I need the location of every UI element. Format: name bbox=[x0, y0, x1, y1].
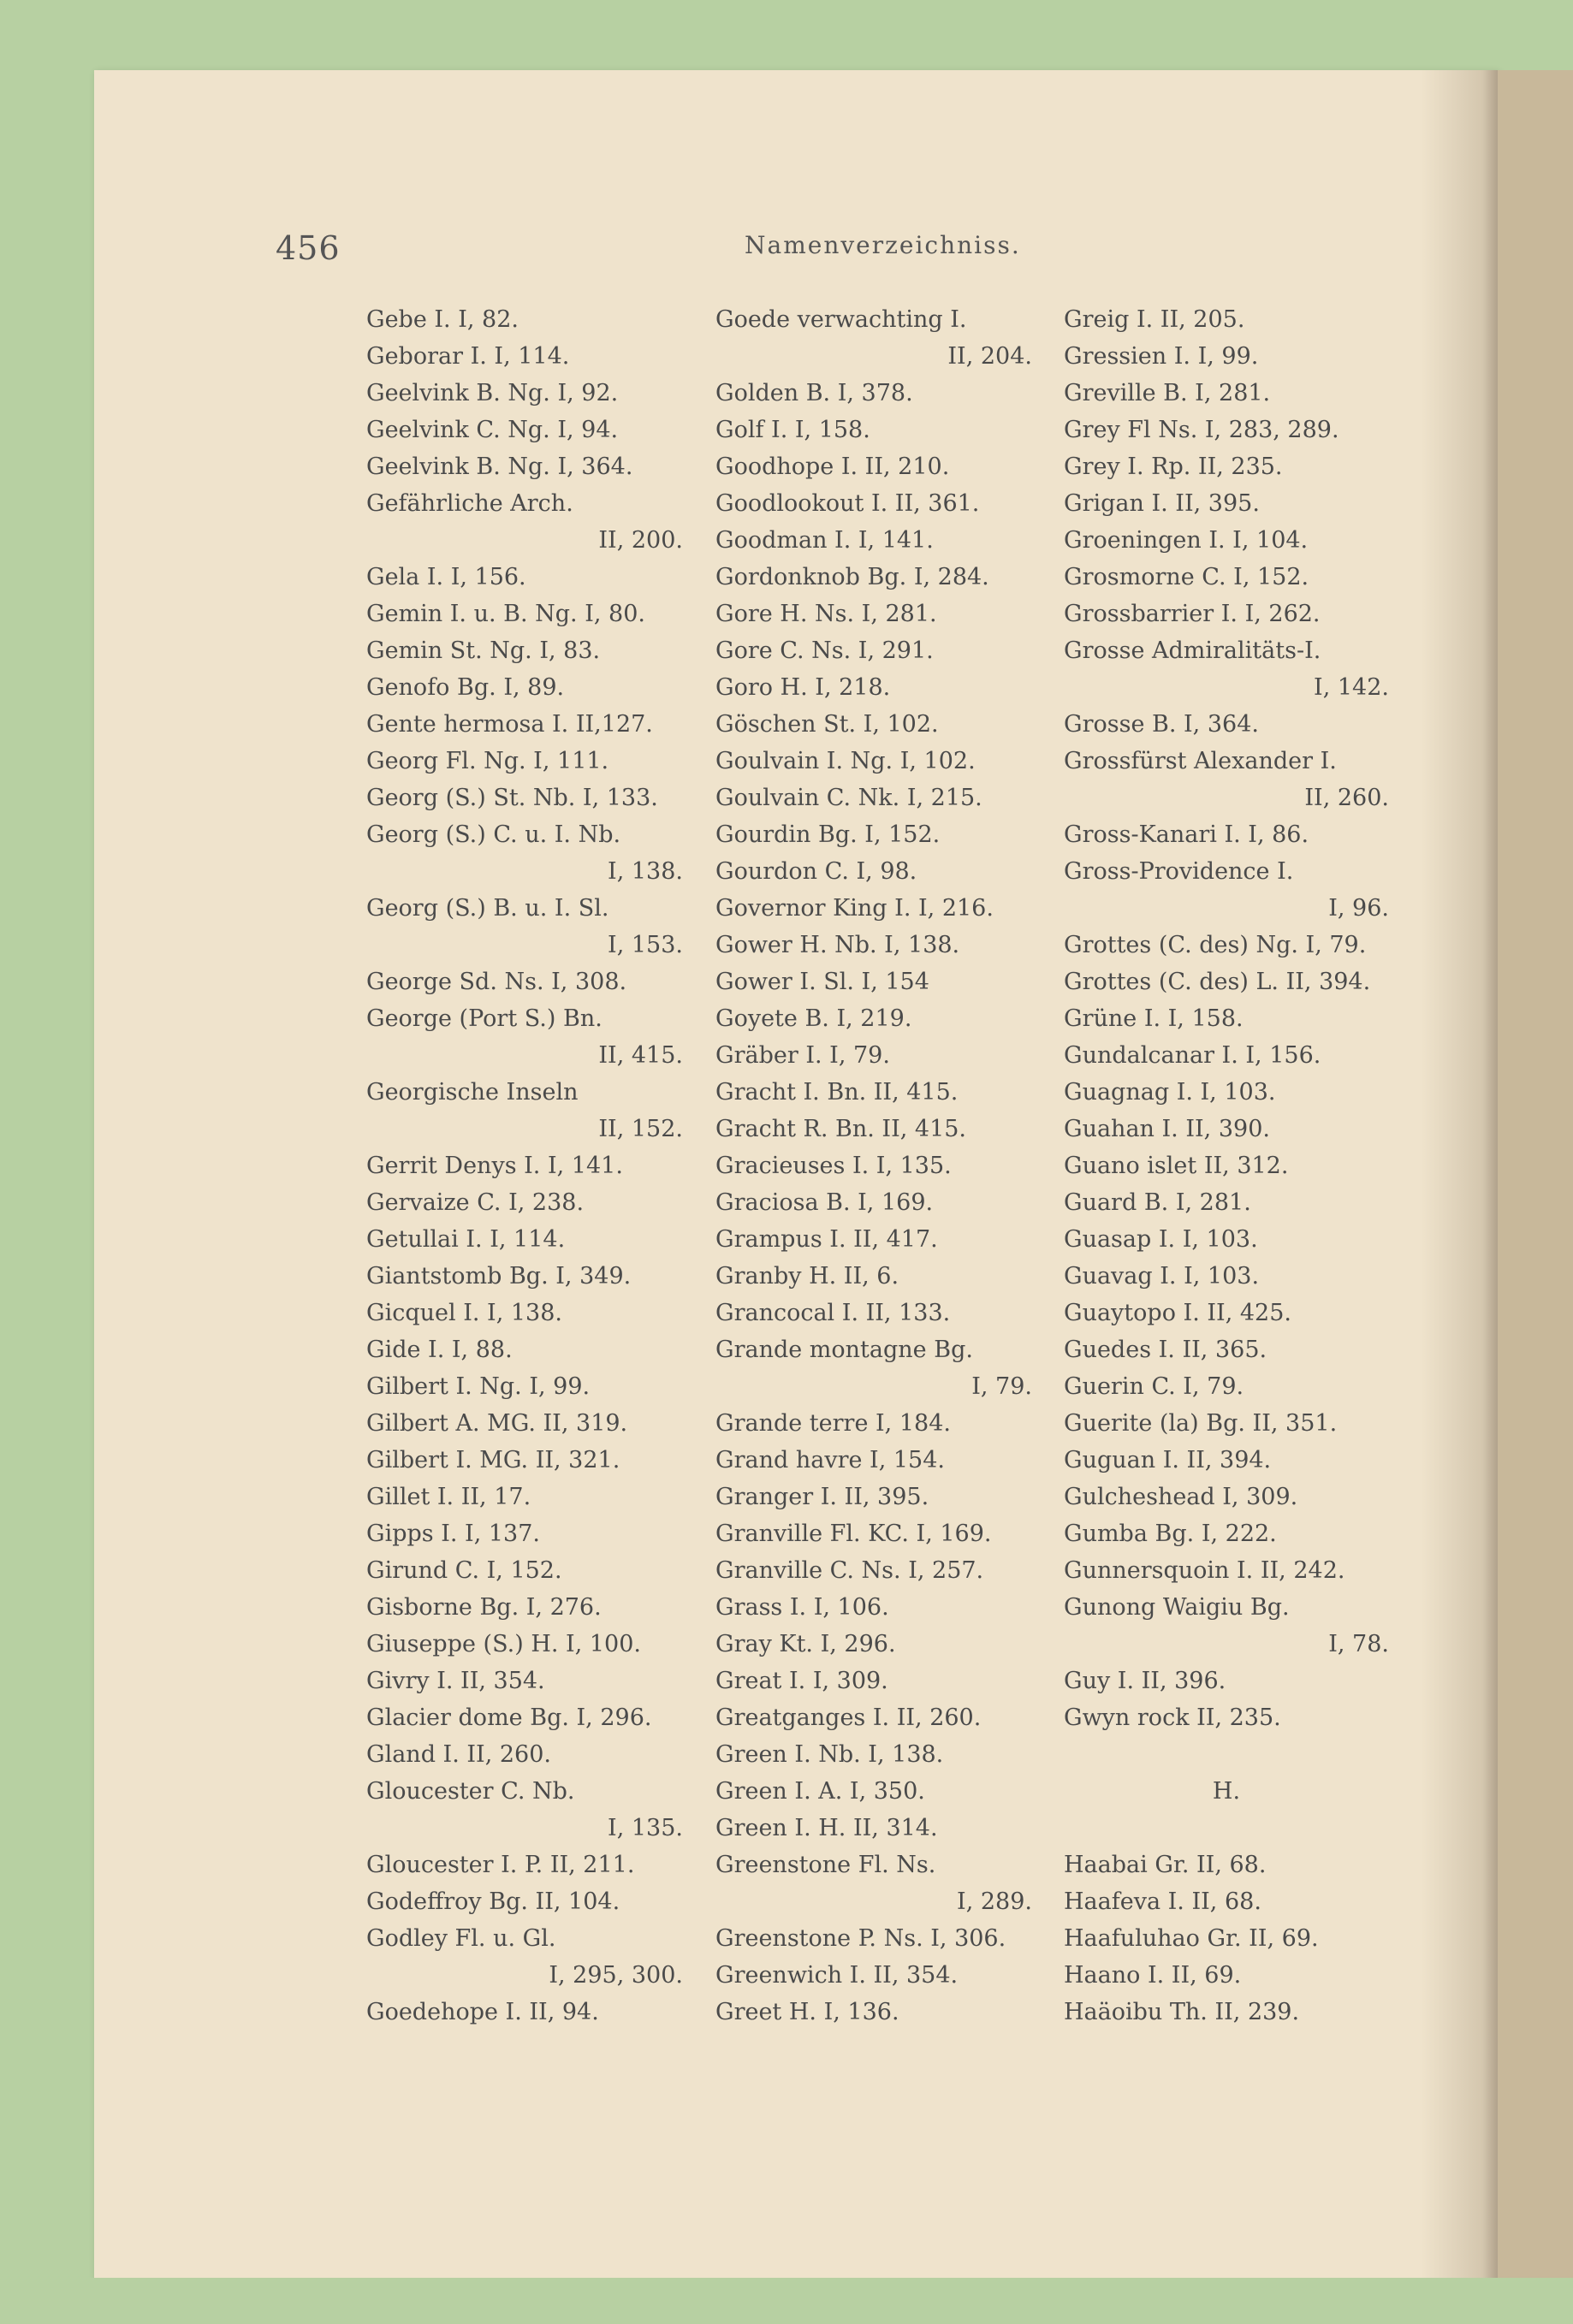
index-entry: Grigan I. II, 395. bbox=[1064, 490, 1260, 517]
index-entry: Gunong Waigiu Bg. bbox=[1064, 1594, 1290, 1621]
index-entry: Goodhope I. II, 210. bbox=[715, 454, 950, 480]
index-entry: Georg (S.) C. u. I. Nb. bbox=[366, 821, 621, 848]
index-entry: Gumba Bg. I, 222. bbox=[1064, 1521, 1277, 1547]
index-entry: Giuseppe (S.) H. I, 100. bbox=[366, 1631, 641, 1657]
index-entry: Gray Kt. I, 296. bbox=[715, 1631, 896, 1657]
index-entry: Gland I. II, 260. bbox=[366, 1741, 551, 1768]
index-entry: Golden B. I, 378. bbox=[715, 380, 913, 406]
index-entry: Gressien I. I, 99. bbox=[1064, 343, 1259, 370]
index-entry-continuation: I, 142. bbox=[1314, 674, 1389, 701]
index-entry: Geelvink B. Ng. I, 92. bbox=[366, 380, 619, 406]
index-entry-continuation: I, 96. bbox=[1328, 895, 1389, 922]
index-column-1 bbox=[366, 301, 683, 2031]
running-title: Namenverzeichniss. bbox=[745, 231, 1021, 259]
index-entry: Gundalcanar I. I, 156. bbox=[1064, 1042, 1321, 1069]
index-entry: Geborar I. I, 114. bbox=[366, 343, 570, 370]
index-entry: Guahan I. II, 390. bbox=[1064, 1116, 1270, 1142]
index-entry-continuation: II, 260. bbox=[1304, 785, 1389, 811]
index-entry: Gebe I. I, 82. bbox=[366, 306, 519, 333]
index-entry: Greatganges I. II, 260. bbox=[715, 1704, 982, 1731]
index-entry: Guasap I. I, 103. bbox=[1064, 1226, 1258, 1253]
index-entry: Grande terre I, 184. bbox=[715, 1410, 951, 1437]
index-entry: Goyete B. I, 219. bbox=[715, 1005, 912, 1032]
index-entry: Haafuluhao Gr. II, 69. bbox=[1064, 1925, 1319, 1952]
index-entry: Geelvink B. Ng. I, 364. bbox=[366, 454, 633, 480]
index-entry: Geelvink C. Ng. I, 94. bbox=[366, 417, 619, 443]
index-entry: Givry I. II, 354. bbox=[366, 1668, 545, 1694]
index-entry: Guerite (la) Bg. II, 351. bbox=[1064, 1410, 1338, 1437]
index-entry-continuation: II, 204. bbox=[947, 343, 1032, 370]
index-entry: Georgische Inseln bbox=[366, 1079, 579, 1106]
index-entry: Governor King I. I, 216. bbox=[715, 895, 994, 922]
index-entry: Greenstone P. Ns. I, 306. bbox=[715, 1925, 1006, 1952]
index-entry: Gemin St. Ng. I, 83. bbox=[366, 637, 601, 664]
index-entry-continuation: II, 152. bbox=[598, 1116, 683, 1142]
index-entry: Gower H. Nb. I, 138. bbox=[715, 932, 960, 958]
index-entry: Godley Fl. u. Gl. bbox=[366, 1925, 556, 1952]
index-entry: Gilbert I. MG. II, 321. bbox=[366, 1447, 620, 1473]
index-entry: Gemin I. u. B. Ng. I, 80. bbox=[366, 601, 645, 627]
index-entry-continuation: II, 200. bbox=[598, 527, 683, 554]
index-entry: Greet H. I, 136. bbox=[715, 1999, 899, 2025]
index-entry: Georg (S.) B. u. I. Sl. bbox=[366, 895, 609, 922]
index-entry: Greenstone Fl. Ns. bbox=[715, 1852, 936, 1878]
index-entry: Gipps I. I, 137. bbox=[366, 1521, 540, 1547]
index-entry: Gräber I. I, 79. bbox=[715, 1042, 890, 1069]
index-entry: Gracht I. Bn. II, 415. bbox=[715, 1079, 959, 1106]
index-entry: Granby H. II, 6. bbox=[715, 1263, 899, 1289]
index-entry: Groeningen I. I, 104. bbox=[1064, 527, 1309, 554]
index-entry: Gilbert A. MG. II, 319. bbox=[366, 1410, 628, 1437]
index-entry: Granville C. Ns. I, 257. bbox=[715, 1557, 984, 1584]
index-entry: Gicquel I. I, 138. bbox=[366, 1300, 562, 1326]
index-entry: Grossfürst Alexander I. bbox=[1064, 748, 1337, 774]
index-entry: Gilbert I. Ng. I, 99. bbox=[366, 1373, 591, 1400]
index-column-2 bbox=[715, 301, 1032, 2031]
index-entry: Genofo Bg. I, 89. bbox=[366, 674, 565, 701]
index-entry: Gente hermosa I. II,127. bbox=[366, 711, 653, 738]
index-entry: Green I. Nb. I, 138. bbox=[715, 1741, 944, 1768]
index-entry: Guavag I. I, 103. bbox=[1064, 1263, 1260, 1289]
index-entry: Haano I. II, 69. bbox=[1064, 1962, 1242, 1989]
index-entry: Grosse Admiralitäts-I. bbox=[1064, 637, 1321, 664]
index-entry: Goodlookout I. II, 361. bbox=[715, 490, 980, 517]
index-entry: Getullai I. I, 114. bbox=[366, 1226, 566, 1253]
index-entry: Gracieuses I. I, 135. bbox=[715, 1153, 952, 1179]
index-entry: Goro H. I, 218. bbox=[715, 674, 891, 701]
index-entry: Gloucester C. Nb. bbox=[366, 1778, 575, 1805]
index-entry: Gordonknob Bg. I, 284. bbox=[715, 564, 989, 590]
index-entry: Guy I. II, 396. bbox=[1064, 1668, 1226, 1694]
index-entry: Gourdin Bg. I, 152. bbox=[715, 821, 941, 848]
index-entry: Guano islet II, 312. bbox=[1064, 1153, 1289, 1179]
index-entry: Grass I. I, 106. bbox=[715, 1594, 889, 1621]
index-entry: Gillet I. II, 17. bbox=[366, 1484, 531, 1510]
index-entry: Golf I. I, 158. bbox=[715, 417, 870, 443]
index-entry: Göschen St. I, 102. bbox=[715, 711, 939, 738]
index-entry: Green I. H. II, 314. bbox=[715, 1815, 938, 1841]
index-entry-continuation: II, 415. bbox=[598, 1042, 683, 1069]
index-entry: Great I. I, 309. bbox=[715, 1668, 888, 1694]
index-entry: Georg Fl. Ng. I, 111. bbox=[366, 748, 609, 774]
index-entry-continuation: I, 289. bbox=[957, 1888, 1032, 1915]
index-entry: Grey I. Rp. II, 235. bbox=[1064, 454, 1283, 480]
index-entry: Girund C. I, 152. bbox=[366, 1557, 562, 1584]
index-entry: Grüne I. I, 158. bbox=[1064, 1005, 1244, 1032]
index-entry: Gore H. Ns. I, 281. bbox=[715, 601, 937, 627]
index-entry: Gross-Providence I. bbox=[1064, 858, 1294, 885]
index-entry: Gloucester I. P. II, 211. bbox=[366, 1852, 635, 1878]
index-entry: Gide I. I, 88. bbox=[366, 1337, 513, 1363]
index-entry: Glacier dome Bg. I, 296. bbox=[366, 1704, 652, 1731]
index-entry-continuation: I, 153. bbox=[608, 932, 683, 958]
index-column-3 bbox=[1064, 301, 1389, 2031]
blank-line bbox=[1064, 1736, 1389, 1773]
index-entry: Georg (S.) St. Nb. I, 133. bbox=[366, 785, 658, 811]
index-entry: Gefährliche Arch. bbox=[366, 490, 573, 517]
index-entry: Goedehope I. II, 94. bbox=[366, 1999, 599, 2025]
index-entry: Grosmorne C. I, 152. bbox=[1064, 564, 1309, 590]
index-entry: Granville Fl. KC. I, 169. bbox=[715, 1521, 992, 1547]
index-entry: Grosse B. I, 364. bbox=[1064, 711, 1259, 738]
index-entry-continuation: I, 135. bbox=[608, 1815, 683, 1841]
index-entry: Guedes I. II, 365. bbox=[1064, 1337, 1267, 1363]
blank-line bbox=[1064, 1810, 1389, 1847]
index-entry-continuation: I, 295, 300. bbox=[549, 1962, 683, 1989]
index-entry: Guaytopo I. II, 425. bbox=[1064, 1300, 1291, 1326]
index-entry: Green I. A. I, 350. bbox=[715, 1778, 925, 1805]
index-entry: Gwyn rock II, 235. bbox=[1064, 1704, 1281, 1731]
index-entry: Graciosa B. I, 169. bbox=[715, 1189, 934, 1216]
index-entry: Gulcheshead I, 309. bbox=[1064, 1484, 1298, 1510]
index-entry: Guguan I. II, 394. bbox=[1064, 1447, 1272, 1473]
index-entry: Grande montagne Bg. bbox=[715, 1337, 973, 1363]
index-entry: Gisborne Bg. I, 276. bbox=[366, 1594, 602, 1621]
index-entry: Granger I. II, 395. bbox=[715, 1484, 929, 1510]
index-entry: Gunnersquoin I. II, 242. bbox=[1064, 1557, 1345, 1584]
index-entry: Greenwich I. II, 354. bbox=[715, 1962, 959, 1989]
index-entry-continuation: I, 78. bbox=[1328, 1631, 1389, 1657]
index-entry: Guagnag I. I, 103. bbox=[1064, 1079, 1276, 1106]
index-entry: Gross-Kanari I. I, 86. bbox=[1064, 821, 1309, 848]
index-entry: Gourdon C. I, 98. bbox=[715, 858, 917, 885]
index-entry: Haäoibu Th. II, 239. bbox=[1064, 1999, 1300, 2025]
index-entry: Grottes (C. des) L. II, 394. bbox=[1064, 969, 1371, 995]
index-entry: Gerrit Denys I. I, 141. bbox=[366, 1153, 623, 1179]
index-entry: Greig I. II, 205. bbox=[1064, 306, 1245, 333]
index-entry: Haafeva I. II, 68. bbox=[1064, 1888, 1261, 1915]
index-entry: Grampus I. II, 417. bbox=[715, 1226, 938, 1253]
adjacent-page-edge bbox=[1498, 70, 1573, 2278]
index-entry-continuation: I, 138. bbox=[608, 858, 683, 885]
index-entry: Gela I. I, 156. bbox=[366, 564, 526, 590]
index-entry: Goulvain C. Nk. I, 215. bbox=[715, 785, 982, 811]
index-entry: Goulvain I. Ng. I, 102. bbox=[715, 748, 976, 774]
index-entry: Goodman I. I, 141. bbox=[715, 527, 934, 554]
spine-shadow bbox=[1421, 70, 1498, 2278]
index-entry: Godeffroy Bg. II, 104. bbox=[366, 1888, 620, 1915]
index-entry: Guerin C. I, 79. bbox=[1064, 1373, 1244, 1400]
index-entry: Gervaize C. I, 238. bbox=[366, 1189, 585, 1216]
index-entry: Gower I. Sl. I, 154 bbox=[715, 969, 929, 995]
index-entry: Guard B. I, 281. bbox=[1064, 1189, 1251, 1216]
index-entry-continuation: I, 79. bbox=[971, 1373, 1032, 1400]
index-entry: Giantstomb Bg. I, 349. bbox=[366, 1263, 632, 1289]
index-entry: Greville B. I, 281. bbox=[1064, 380, 1271, 406]
index-entry: Grancocal I. II, 133. bbox=[715, 1300, 951, 1326]
index-entry: Gore C. Ns. I, 291. bbox=[715, 637, 934, 664]
index-entry: George Sd. Ns. I, 308. bbox=[366, 969, 627, 995]
section-letter-heading: H. bbox=[1212, 1778, 1241, 1805]
index-entry: Grand havre I, 154. bbox=[715, 1447, 945, 1473]
index-entry: Haabai Gr. II, 68. bbox=[1064, 1852, 1267, 1878]
index-entry: Goede verwachting I. bbox=[715, 306, 967, 333]
index-entry: George (Port S.) Bn. bbox=[366, 1005, 602, 1032]
index-entry: Grottes (C. des) Ng. I, 79. bbox=[1064, 932, 1367, 958]
index-entry: Grossbarrier I. I, 262. bbox=[1064, 601, 1321, 627]
index-entry: Grey Fl Ns. I, 283, 289. bbox=[1064, 417, 1339, 443]
index-entry: Gracht R. Bn. II, 415. bbox=[715, 1116, 967, 1142]
scan-background bbox=[0, 2278, 1573, 2324]
page-number: 456 bbox=[276, 229, 341, 267]
